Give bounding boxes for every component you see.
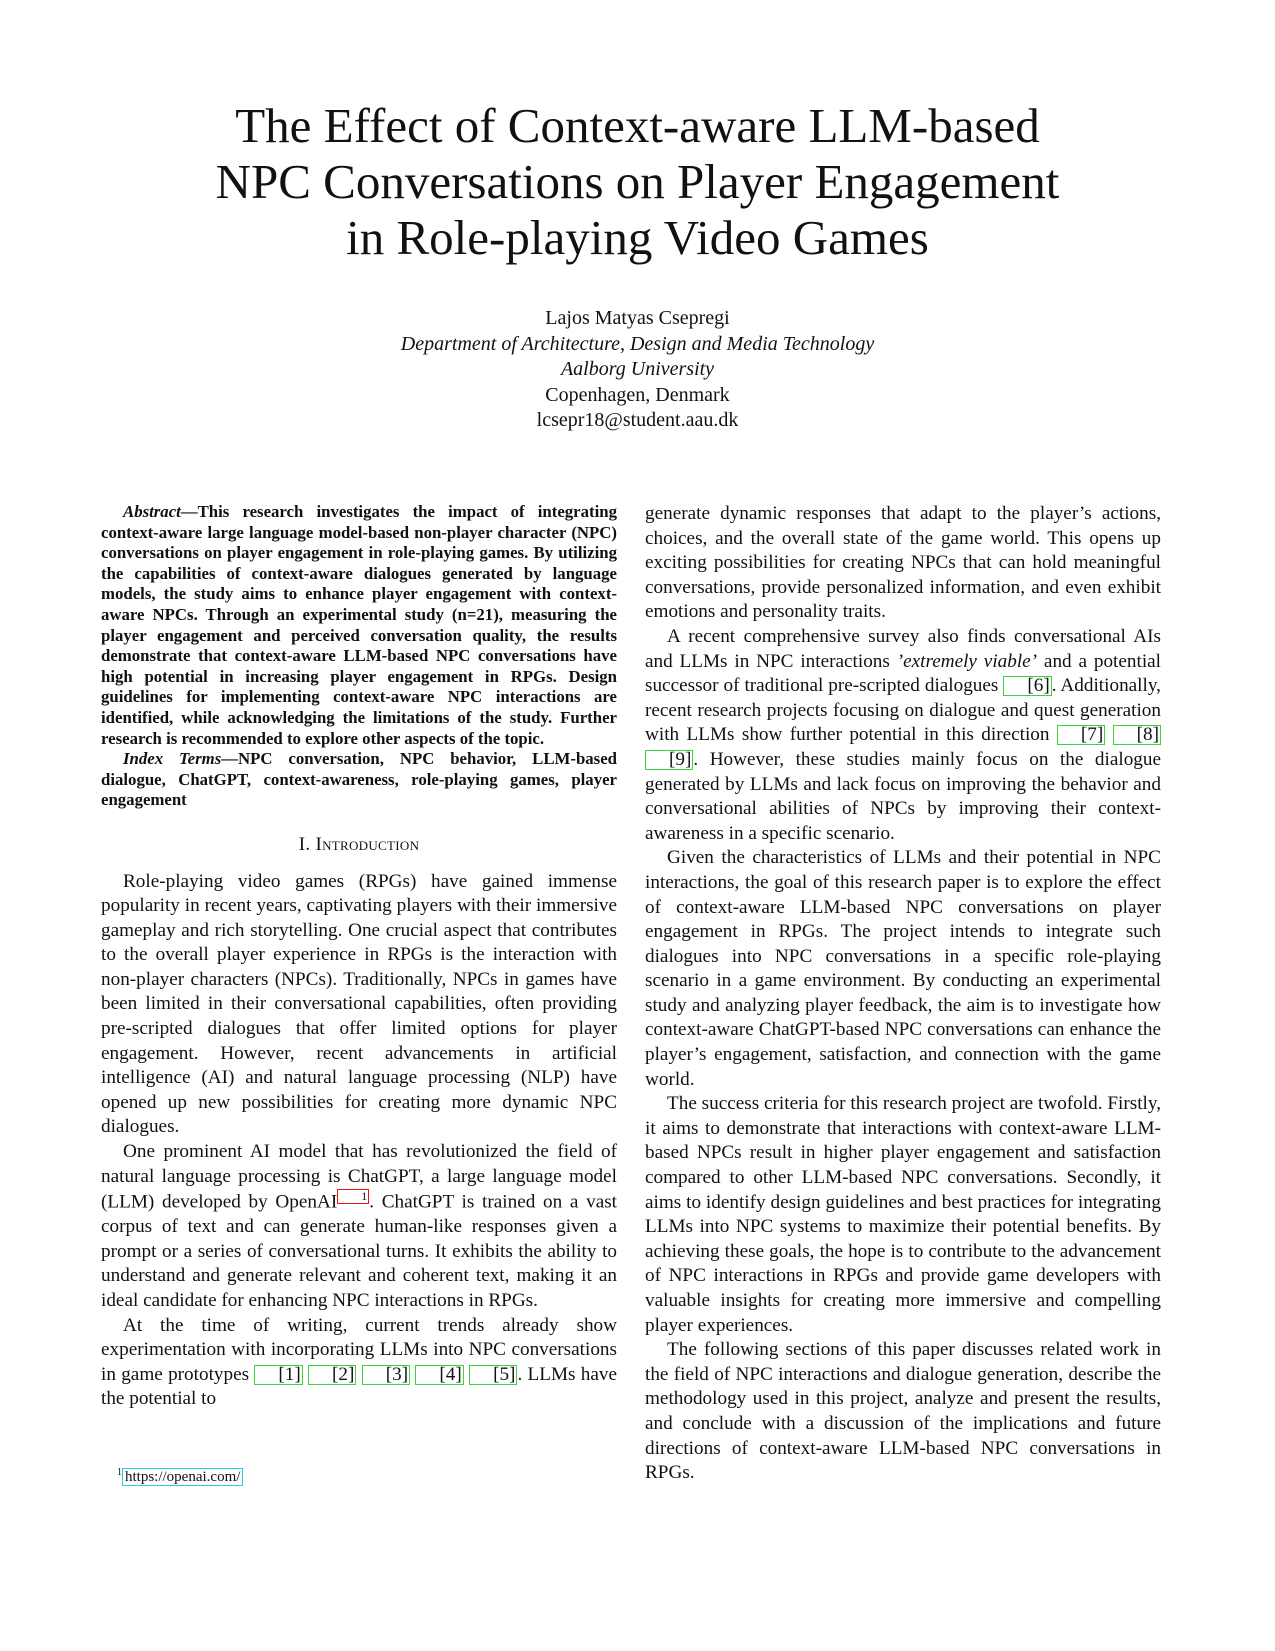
left-column	[101, 502, 617, 1412]
paragraph-text: . However, these studies mainly focus on the dialogue generated by LLMs and lack focus on improving the behavior and conversational abilities of NPCs by improving their context-awareness in a specific scenario.	[645, 748, 1161, 844]
citation-link[interactable]: [4]	[415, 1365, 463, 1385]
paragraph: Given the characteristics of LLMs and their potential in NPC interactions, the goal of this research paper is to explore the effect of context-aware LLM-based NPC conversations on player engagement in RPGs. The project intends to integrate such dialogues into NPC conversations in a specific role-playing scenario in a game environment. By conducting an experimental study and analyzing player feedback, the aim is to investigate how context-aware ChatGPT-based NPC conversations can enhance the player’s engagement, satisfaction, and connection with the game world.	[645, 847, 1161, 1090]
index-terms-label: Index Terms	[123, 749, 222, 769]
abstract-text: This research investigates the impact of integrating context-aware large language model-based non-player character (NPC) conversations on player engagement in role-playing games. By utilizing the capabilities of context-aware dialogues generated by language models, the study aims to enhance player engagement with context-aware NPCs. Through an experimental study (n=21), measuring the player engagement and perceived conversation quality, the results demonstrate that context-aware LLM-based NPC conversations have high potential in increasing player engagement in RPGs. Design guidelines for implementing context-aware NPC interactions are identified, while acknowledging the limitations of the study. Further research is recommended to explore other aspects of the topic.	[101, 502, 617, 748]
quoted-phrase: ’extremely viable’	[896, 650, 1038, 672]
abstract: Abstract—This research investigates the impact of integrating context-aware large language model-based non-player character (NPC) conversations on player engagement in role-playing games. By utilizing the capabilities of context-aware dialogues generated by language models, the study aims to enhance player engagement with context-aware NPCs. Through an experimental study (n=21), measuring the player engagement and perceived conversation quality, the results demonstrate that context-aware LLM-based NPC conversations have high potential in increasing player engagement in RPGs. Design guidelines for implementing context-aware NPC interactions are identified, while acknowledging the limitations of the study. Further research is recommended to explore other aspects of the topic.	[101, 502, 617, 748]
paragraph: generate dynamic responses that adapt to the player’s actions, choices, and the overall state of the game world. This opens up exciting possibilities for creating NPCs that can hold meaningful conversations, provide personalized information, and even exhibit emotions and personality traits.	[645, 503, 1161, 623]
paragraph-text: A recent comprehensive survey also finds conversational AIs and LLMs in NPC interactions	[645, 625, 1161, 672]
paragraph-text: At the time of writing, current trends already show experimentation with incorporating LLMs into NPC conversations in game prototypes	[101, 1314, 617, 1385]
citation-link[interactable]: [5]	[469, 1365, 517, 1385]
section-heading-introduction	[101, 833, 617, 858]
paragraph-text: . LLMs have the potential to	[101, 1363, 618, 1410]
paragraph-text: and a potential successor of traditional pre-scripted dialogues	[645, 650, 1161, 697]
footnote-url-link[interactable]: https://openai.com/	[122, 1468, 243, 1486]
author-block	[200, 306, 1075, 434]
citation-link[interactable]: [6]	[1003, 676, 1051, 696]
citation-link[interactable]: [3]	[362, 1365, 410, 1385]
section-title: Introduction	[315, 833, 420, 855]
paragraph	[645, 625, 1161, 846]
footnote-number: 1	[117, 1467, 122, 1478]
paragraph	[101, 1314, 617, 1412]
index-terms-text: NPC conversation, NPC behavior, LLM-based dialogue, ChatGPT, context-awareness, role-playing games, player engagement	[101, 749, 617, 810]
paragraph: The success criteria for this research project are twofold. Firstly, it aims to demonstrate that interactions with context-aware LLM-based NPCs result in higher player engagement and satisfaction compared to other LLM-based NPC conversations. Secondly, it aims to identify design guidelines and best practices for integrating LLMs into NPC systems to maximize their potential benefits. By achieving these goals, the hope is to contribute to the advancement of NPC interactions in RPGs and provide game developers with valuable insights for creating more immersive and compelling player experiences.	[645, 1093, 1161, 1336]
citation-link[interactable]: [1]	[254, 1365, 302, 1385]
footnote-link[interactable]: 1	[337, 1189, 369, 1204]
paragraph: The following sections of this paper discusses related work in the field of NPC interactions and dialogue generation, describe the methodology used in this project, analyze and present the results, and conclude with a discussion of the implications and future directions of context-aware LLM-based NPC conversations in RPGs.	[645, 1339, 1161, 1484]
section-number: I.	[298, 833, 311, 855]
paragraph-text: . Additionally, recent research projects focusing on dialogue and quest generation with LLMs show further potential in this direction	[645, 675, 1161, 746]
citation-link[interactable]: [9]	[645, 750, 693, 770]
citation-link[interactable]: [8]	[1113, 725, 1161, 745]
author-name: Lajos Matyas Csepregi	[545, 307, 730, 329]
citation-link[interactable]: [2]	[308, 1365, 356, 1385]
paper-title	[100, 98, 1175, 266]
author-email: lcsepr18@student.aau.dk	[536, 409, 739, 431]
author-location: Copenhagen, Denmark	[545, 383, 730, 406]
title-line: in Role-playing Video Games	[346, 210, 929, 265]
right-column	[645, 502, 1161, 1486]
abstract-label: Abstract	[123, 502, 181, 521]
citation-link[interactable]: [7]	[1057, 725, 1105, 745]
paragraph-text: . ChatGPT is trained on a vast corpus of text and can generate human-like responses given a prompt or a series of conversational turns. It exhibits the ability to understand and generate relevant and coherent text, making it an ideal candidate for enhancing NPC interactions in RPGs.	[101, 1191, 618, 1311]
title-line: The Effect of Context-aware LLM-based	[235, 98, 1040, 153]
paragraph	[101, 1140, 617, 1314]
paragraph: Role-playing video games (RPGs) have gained immense popularity in recent years, captivating players with their immersive gameplay and rich storytelling. One crucial aspect that contributes to the overall player experience in RPGs is the interaction with non-player characters (NPCs). Traditionally, NPCs in games have been limited in their conversational capabilities, often providing pre-scripted dialogues that offer limited options for player engagement. However, recent advancements in artificial intelligence (AI) and natural language processing (NLP) have opened up new possibilities for creating more dynamic NPC dialogues.	[101, 870, 617, 1138]
footnote	[117, 1464, 243, 1486]
author-department: Department of Architecture, Design and Media Technology	[400, 332, 875, 355]
paragraph-text: One prominent AI model that has revolutionized the field of natural language processing is ChatGPT, a large language model (LLM) developed by OpenAI	[101, 1141, 617, 1213]
title-line: NPC Conversations on Player Engagement	[215, 154, 1060, 209]
index-terms: Index Terms—NPC conversation, NPC behavior, LLM-based dialogue, ChatGPT, context-awareness, role-playing games, player engagement	[101, 749, 617, 810]
author-university: Aalborg University	[560, 358, 715, 380]
